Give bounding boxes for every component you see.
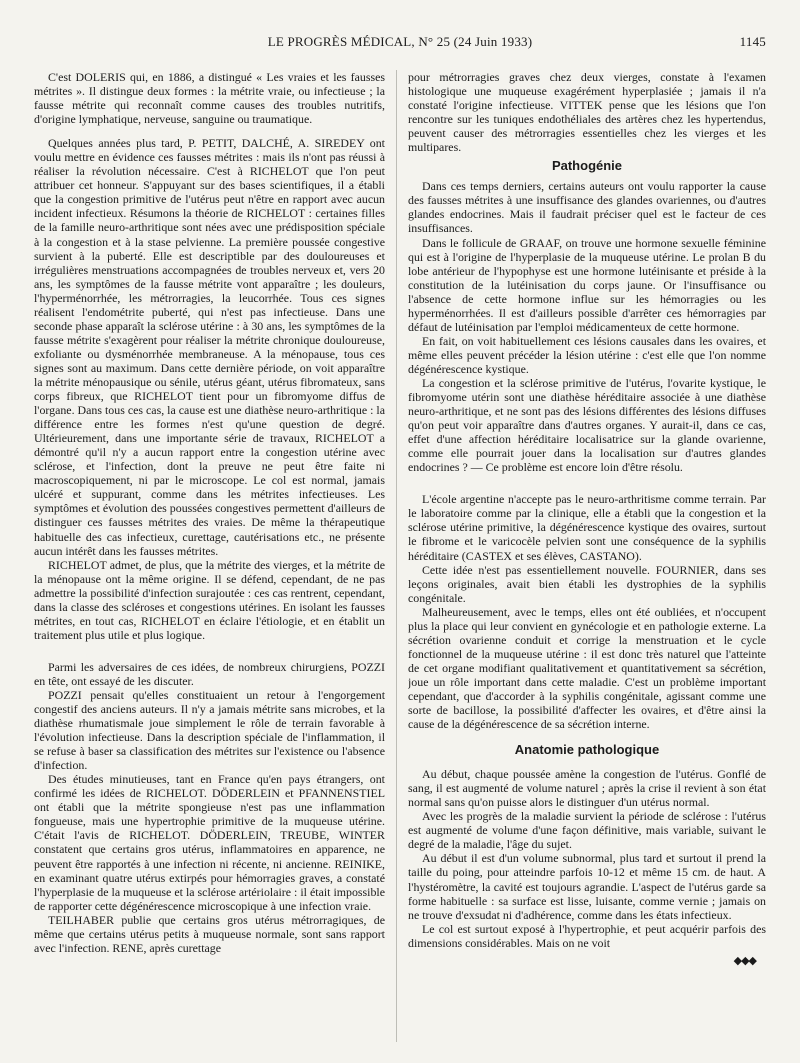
paragraph: Cette idée n'est pas essentiellement nouvelle. FOURNIER, dans ses leçons originales, avait bien établi les dystrophies de la syphilis congénitale. [408,562,766,605]
paragraph: Le col est surtout exposé à l'hypertrophie, et peut acquérir parfois des dimensions considérables. Mais on ne voit [408,921,766,950]
paragraph: Au début il est d'un volume subnormal, plus tard et surtout il prend la taille du poing, pour atteindre parfois 10-12 et même 15 cm. de haut. A l'hystéromètre, la cavité est toujours agrandie. L'aspect de l'utérus garde sa forme habituelle : sa surface est lisse, luisante, comme vernie ; jamais on ne trouve d'exsudat ni d'adhérence, comme dans les états infectieux. [408,851,766,922]
section-heading-pathogenie: Pathogénie [551,158,623,174]
paragraph: Avec les progrès de la maladie survient la période de sclérose : l'utérus est augmenté de volume d'une façon définitive, mais variable, suivant le degré de la maladie, l'âge du sujet. [408,809,766,852]
column-divider [396,70,397,1042]
paragraph: RICHELOT admet, de plus, que la métrite des vierges, et la métrite de la ménopause ont la même origine. Il se défend, cependant, de ne pas admettre la possibilité d'infection surajoutée : ces cas rentrent, cependant, dans la classe des scléroses et congestions utérines. En isolant les fausses métrites, en tout cas, RICHELOT en éclaire l'étiologie, et en établit un traitement plus utile et plus logique. [34,557,385,642]
right-column [408,70,766,1045]
paragraph: En fait, on voit habituellement ces lésions causales dans les ovaires, et même elles peuvent précéder la lésion utérine : c'est elle que l'on nomme dégénérescence kystique. [408,333,766,376]
section-heading-anatomie: Anatomie pathologique [514,742,660,758]
paragraph: POZZI pensait qu'elles constituaient un retour à l'engorgement congestif des anciens auteurs. Il n'y a jamais métrite sans microbes, et la diathèse rhumatismale joue simplement le rôle de terrain favorable à l'évolution infectieuse. Dans la description spéciale de l'inflammation, il se refuse à baser sa classification des métrites sur l'existence ou l'absence d'infection. [34,687,385,773]
paragraph: L'école argentine n'accepte pas le neuro-arthritisme comme terrain. Par le laboratoire comme par la clinique, elle a établi que la congestion et la sclérose utérine primitive, la dégénérescence kystique des ovaires, surtout le fibrome et le varicocèle pelvien sont une conséquence de la syphilis héréditaire (CASTEX et ses élèves, CASTANO). [408,492,766,563]
running-header [30,34,770,54]
paragraph: Des études minutieuses, tant en France qu'en pays étrangers, ont confirmé les idées de RICHELOT. DÖDERLEIN et PFANNENSTIEL ont établi que la métrite spongieuse n'est pas une inflammation fongueuse, mais une hypertrophie primitive de la muqueuse utérine. C'était l'avis de RICHELOT. DÖDERLEIN, TREUBE, WINTER constatent que certains gros utérus, inflammatoires en apparence, ne peuvent être rapportés à une infection ni récente, ni ancienne. REINIKE, en examinant quatre utérus extirpés pour hémorragies graves, a constaté l'hyperplasie de la muqueuse et la sclérose artériolaire : il était impossible de rapporter cette dégénérescence microscopique à une infection vraie. [34,772,385,913]
paragraph: C'est DOLERIS qui, en 1886, a distingué « Les vraies et les fausses métrites ». Il distingue deux formes : la métrite vraie, ou infectieuse ; la fausse métrite qui reconnaît comme causes des troubles nutritifs, d'origine lymphatique, nerveuse, sanguine ou traumatique. [34,70,385,127]
end-ornament: ◆◆◆ [733,954,756,967]
page-number: 1145 [739,34,766,49]
paragraph: Parmi les adversaires de ces idées, de nombreux chirurgiens, POZZI en tête, ont essayé de les discuter. [34,659,385,688]
paragraph: TEILHABER publie que certains gros utérus métrorragiques, de même que certains utérus petits à muqueuse normale, sont sans rapport avec l'infection. RENE, après curettage [34,912,385,955]
paragraph: Dans le follicule de GRAAF, on trouve une hormone sexuelle féminine qui est à l'origine de l'hyperplasie de la muqueuse utérine. Le prolan B du lobe antérieur de l'hypophyse est une hormone lutéinisante et préside à la constitution de la lutéinisation du corps jaune. Or l'insuffisance ou l'absence de cette hormone influe sur les hémorragies ou les hyperménorrhées. Il est d'ailleurs possible d'arrêter ces hémorragies par défaut de lutéinisation par l'emploi médicamenteux de cette hormone. [408,235,766,334]
paragraph: La congestion et la sclérose primitive de l'utérus, l'ovarite kystique, le fibromyome utérin sont une diathèse héréditaire associée à une diathèse neuro-arthritique, et ne sont pas des lésions différentes des lésions diffuses qu'on peut voir apparaître dans d'autres organes. Y aurait-il, dans ce cas, effet d'une affection héréditaire localisatrice sur la glande ovarienne, comme elle pourrait jouer dans la localisation sur d'autres glandes endocrines ? — Ce problème est encore loin d'être résolu. [408,375,766,475]
paragraph: pour métrorragies graves chez deux vierges, constate à l'examen histologique une muqueuse exagérément hyperplasiée ; jamais il n'a constaté l'origine infectieuse. VITTEK pense que les lésions que l'on rencontre sur les tuniques endothéliales des artères chez les hypertendus, peuvent causer des métrorragies essentielles chez les vierges et les multipares. [408,70,766,155]
paragraph: Dans ces temps derniers, certains auteurs ont voulu rapporter la cause des fausses métrites à une insuffisance des glandes ovariennes, ou d'autres glandes endocrines. Mais il faudrait préciser quel est le facteur de ces insuffisances. [408,179,766,236]
paragraph: Au début, chaque poussée amène la congestion de l'utérus. Gonflé de sang, il est augmenté de volume naturel ; après la crise il revient à son état normal sans qu'on puisse alors le distinguer d'un utérus normal. [408,767,766,810]
running-title: LE PROGRÈS MÉDICAL, N° 25 (24 Juin 1933) [267,34,533,49]
paragraph: Quelques années plus tard, P. PETIT, DALCHÉ, A. SIREDEY ont voulu mettre en évidence ces fausses métrites : mais ils n'ont pas réussi à réaliser la révolution nécessaire. C'est à RICHELOT que l'on peut attribuer cet honneur. S'appuyant sur des bases scientifiques, il a établi que la congestion primitive de l'utérus peut n'être en rapport avec aucun incident infectieux. Résumons la théorie de RICHELOT : certaines filles de la famille neuro-arthritique sont nées avec une prédisposition spéciale à la congestion et à la stase pelvienne. La première poussée congestive survient à la puberté. Elle est descriptible par des douloureuses et irrégulières menstruations accompagnées de troubles nerveux et, vers 20 ans, les symptômes de la fausse métrite vont apparaître ; les douleurs, l'hyperménorrhée, les métrorragies, la leucorrhée. Tous ces signes réalisent l'endométrite puberté, qui n'est pas infectieuse. Dans une seconde phase apparaît la sclérose utérine : à 30 ans, les symptômes de la fausse métrite s'exagèrent pour réaliser la métrite chronique douloureuse, exfoliante ou dysménorrhée membraneuse. A la ménopause, tous ces signes sont au maximum. Dans cette dernière période, on voit apparaître la métrite ménopausique ou sénile, utérus géant, utérus fibromateux, sans corps fibreux, que RICHELOT tient pour un fibromyome diffus de l'organe. Dans tous ces cas, la cause est une diathèse neuro-arthritique : la différence entre les formes n'est qu'une question de degré. Ultérieurement, dans une importante série de travaux, RICHELOT a démontré qu'il n'y a aucun rapport entre la congestion utérine avec sclérose, et l'infection, dont la preuve ne peut être faite ni macroscopiquement, ni par le microscope. Le col est normal, jamais ulcéré et suppurant, comme dans les métrites infectieuses. Les symptômes et évolution des poussées congestives permettent d'ailleurs de distinguer ces fausses métrites des vraies. De même la thérapeutique habituelle des cas infectieux, curettage, cautérisations etc., ne présente aucun intérêt dans les fausses métrites. [34,136,385,558]
paragraph: Malheureusement, avec le temps, elles ont été oubliées, et n'occupent plus la place qui leur convient en gynécologie et en pathologie externe. La sécrétion ovarienne conduit et corrige la menstruation et le cycle fonctionnel de la muqueuse utérine : il est donc très naturel que l'atteinte de cet organe modifiant qualitativement et quantitativement sa sécrétion, joue un rôle important dans cette maladie. C'est un problème important cependant, que d'accorder à la syphilis congénitale, agissant comme une sorte de bacillose, la possibilité d'affecter les ovaires, et d'être ainsi la cause de la dégénérescence de sa sécrétion interne. [408,604,766,732]
left-column [34,70,385,1045]
